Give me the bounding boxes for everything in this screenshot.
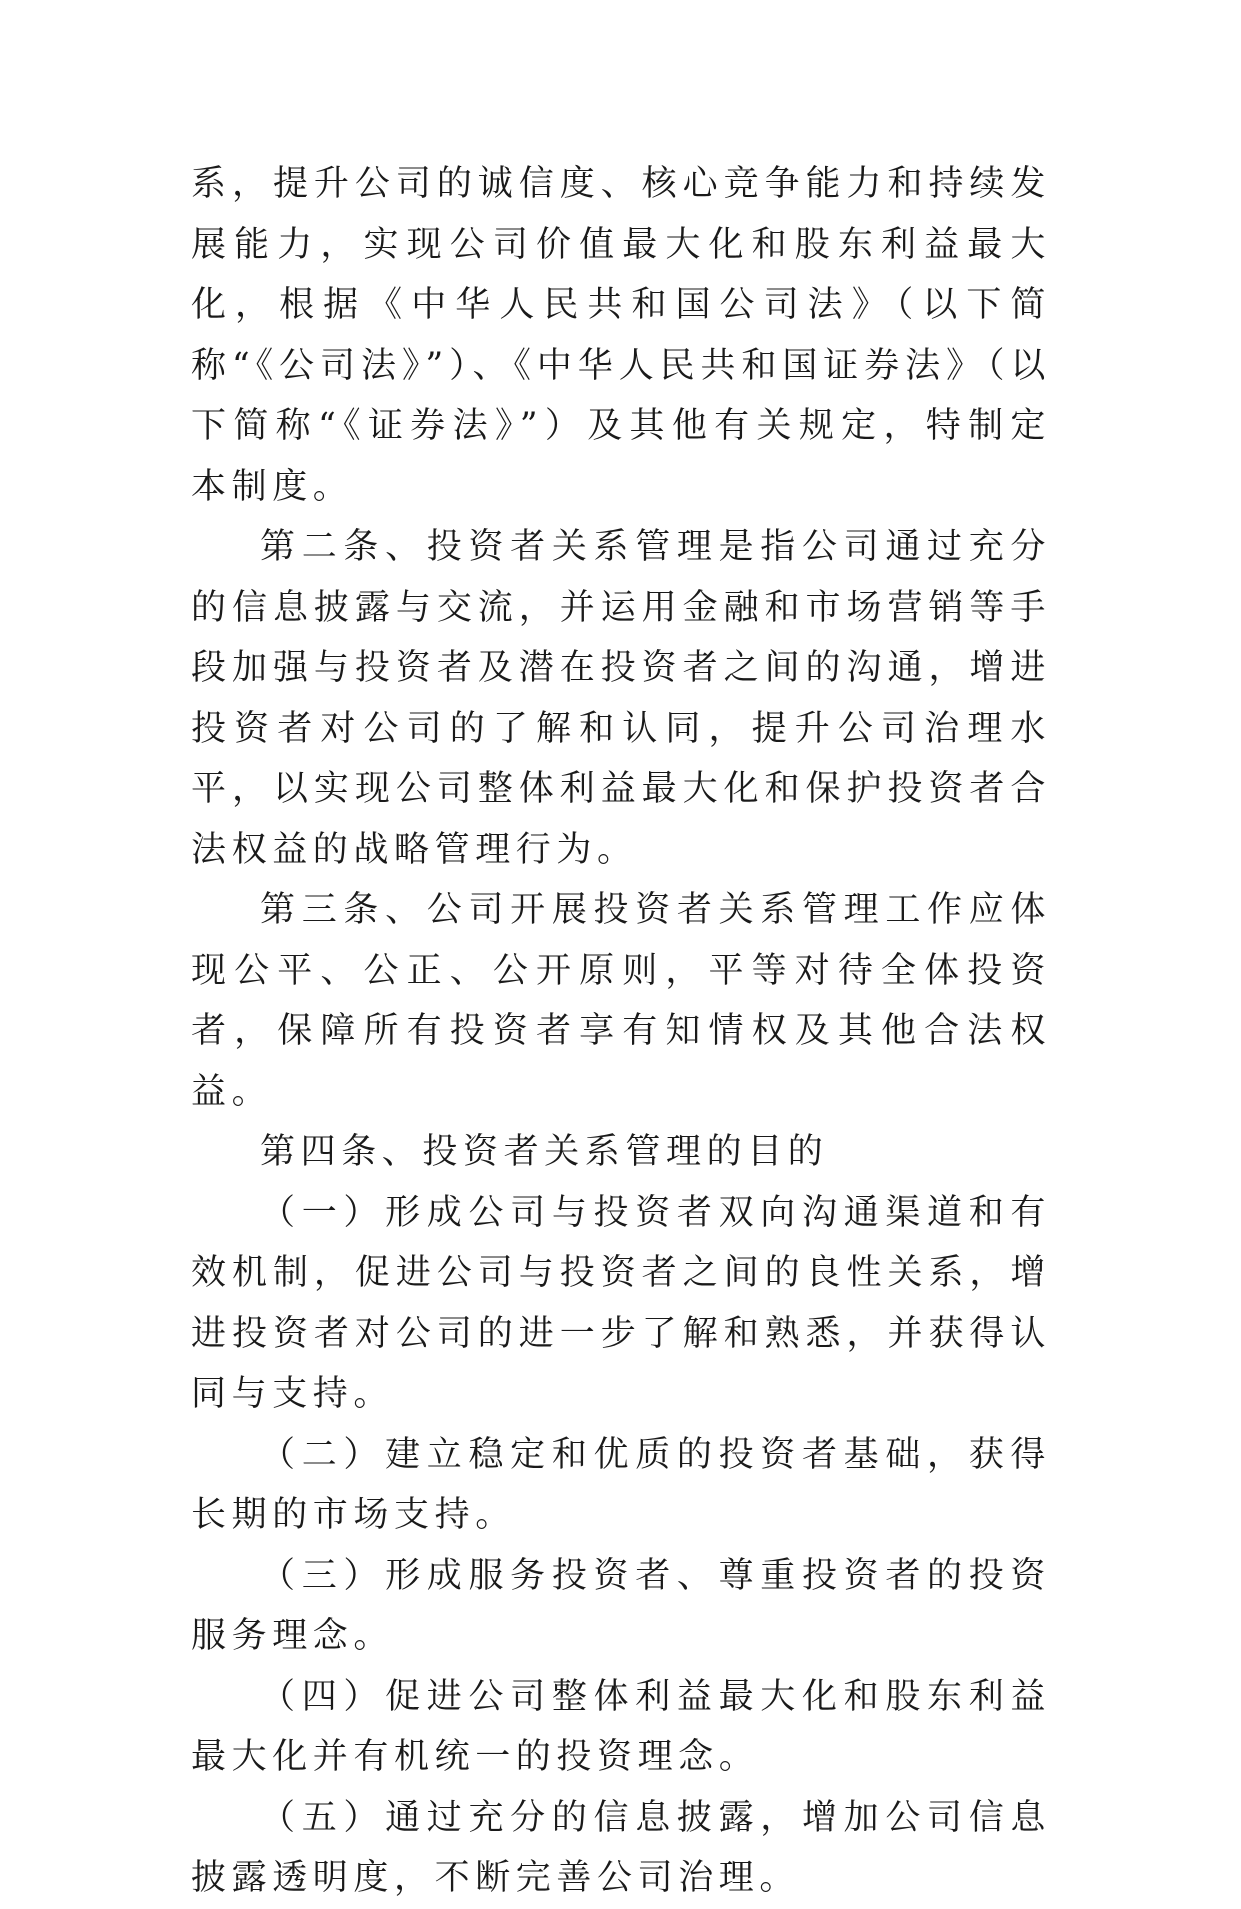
paragraph-article-4-heading: 第四条、投资者关系管理的目的 bbox=[260, 1132, 829, 1172]
paragraph-item-4: （四）促进公司整体利益最大化和股东利益最大化并有机统一的投资理念。 bbox=[191, 1676, 1051, 1777]
paragraph-item-2: （二）建立稳定和优质的投资者基础，获得长期的市场支持。 bbox=[191, 1434, 1051, 1535]
paragraph-item-3: （三）形成服务投资者、尊重投资者的投资服务理念。 bbox=[191, 1555, 1051, 1656]
paragraph-continuation: 系，提升公司的诚信度、核心竞争能力和持续发展能力，实现公司价值最大化和股东利益最大化，根据《中华人民共和国公司法》（以下简称“《公司法》”）、《中华人民共和国证券法》（以下简称“《证券法》”）及其他有关规定，特制定本制度。 bbox=[191, 164, 1051, 507]
paragraph-article-3: 第三条、公司开展投资者关系管理工作应体现公平、公正、公开原则，平等对待全体投资者，保障所有投资者享有知情权及其他合法权益。 bbox=[191, 890, 1051, 1112]
paragraph-item-1: （一）形成公司与投资者双向沟通渠道和有效机制，促进公司与投资者之间的良性关系，增进投资者对公司的进一步了解和熟悉，并获得认同与支持。 bbox=[191, 1192, 1051, 1414]
paragraph-item-5: （五）通过充分的信息披露，增加公司信息披露透明度，不断完善公司治理。 bbox=[191, 1797, 1051, 1898]
document-body bbox=[191, 154, 1051, 1909]
paragraph-article-2: 第二条、投资者关系管理是指公司通过充分的信息披露与交流，并运用金融和市场营销等手段加强与投资者及潜在投资者之间的沟通，增进投资者对公司的了解和认同，提升公司治理水平，以实现公司整体利益最大化和保护投资者合法权益的战略管理行为。 bbox=[191, 527, 1051, 870]
